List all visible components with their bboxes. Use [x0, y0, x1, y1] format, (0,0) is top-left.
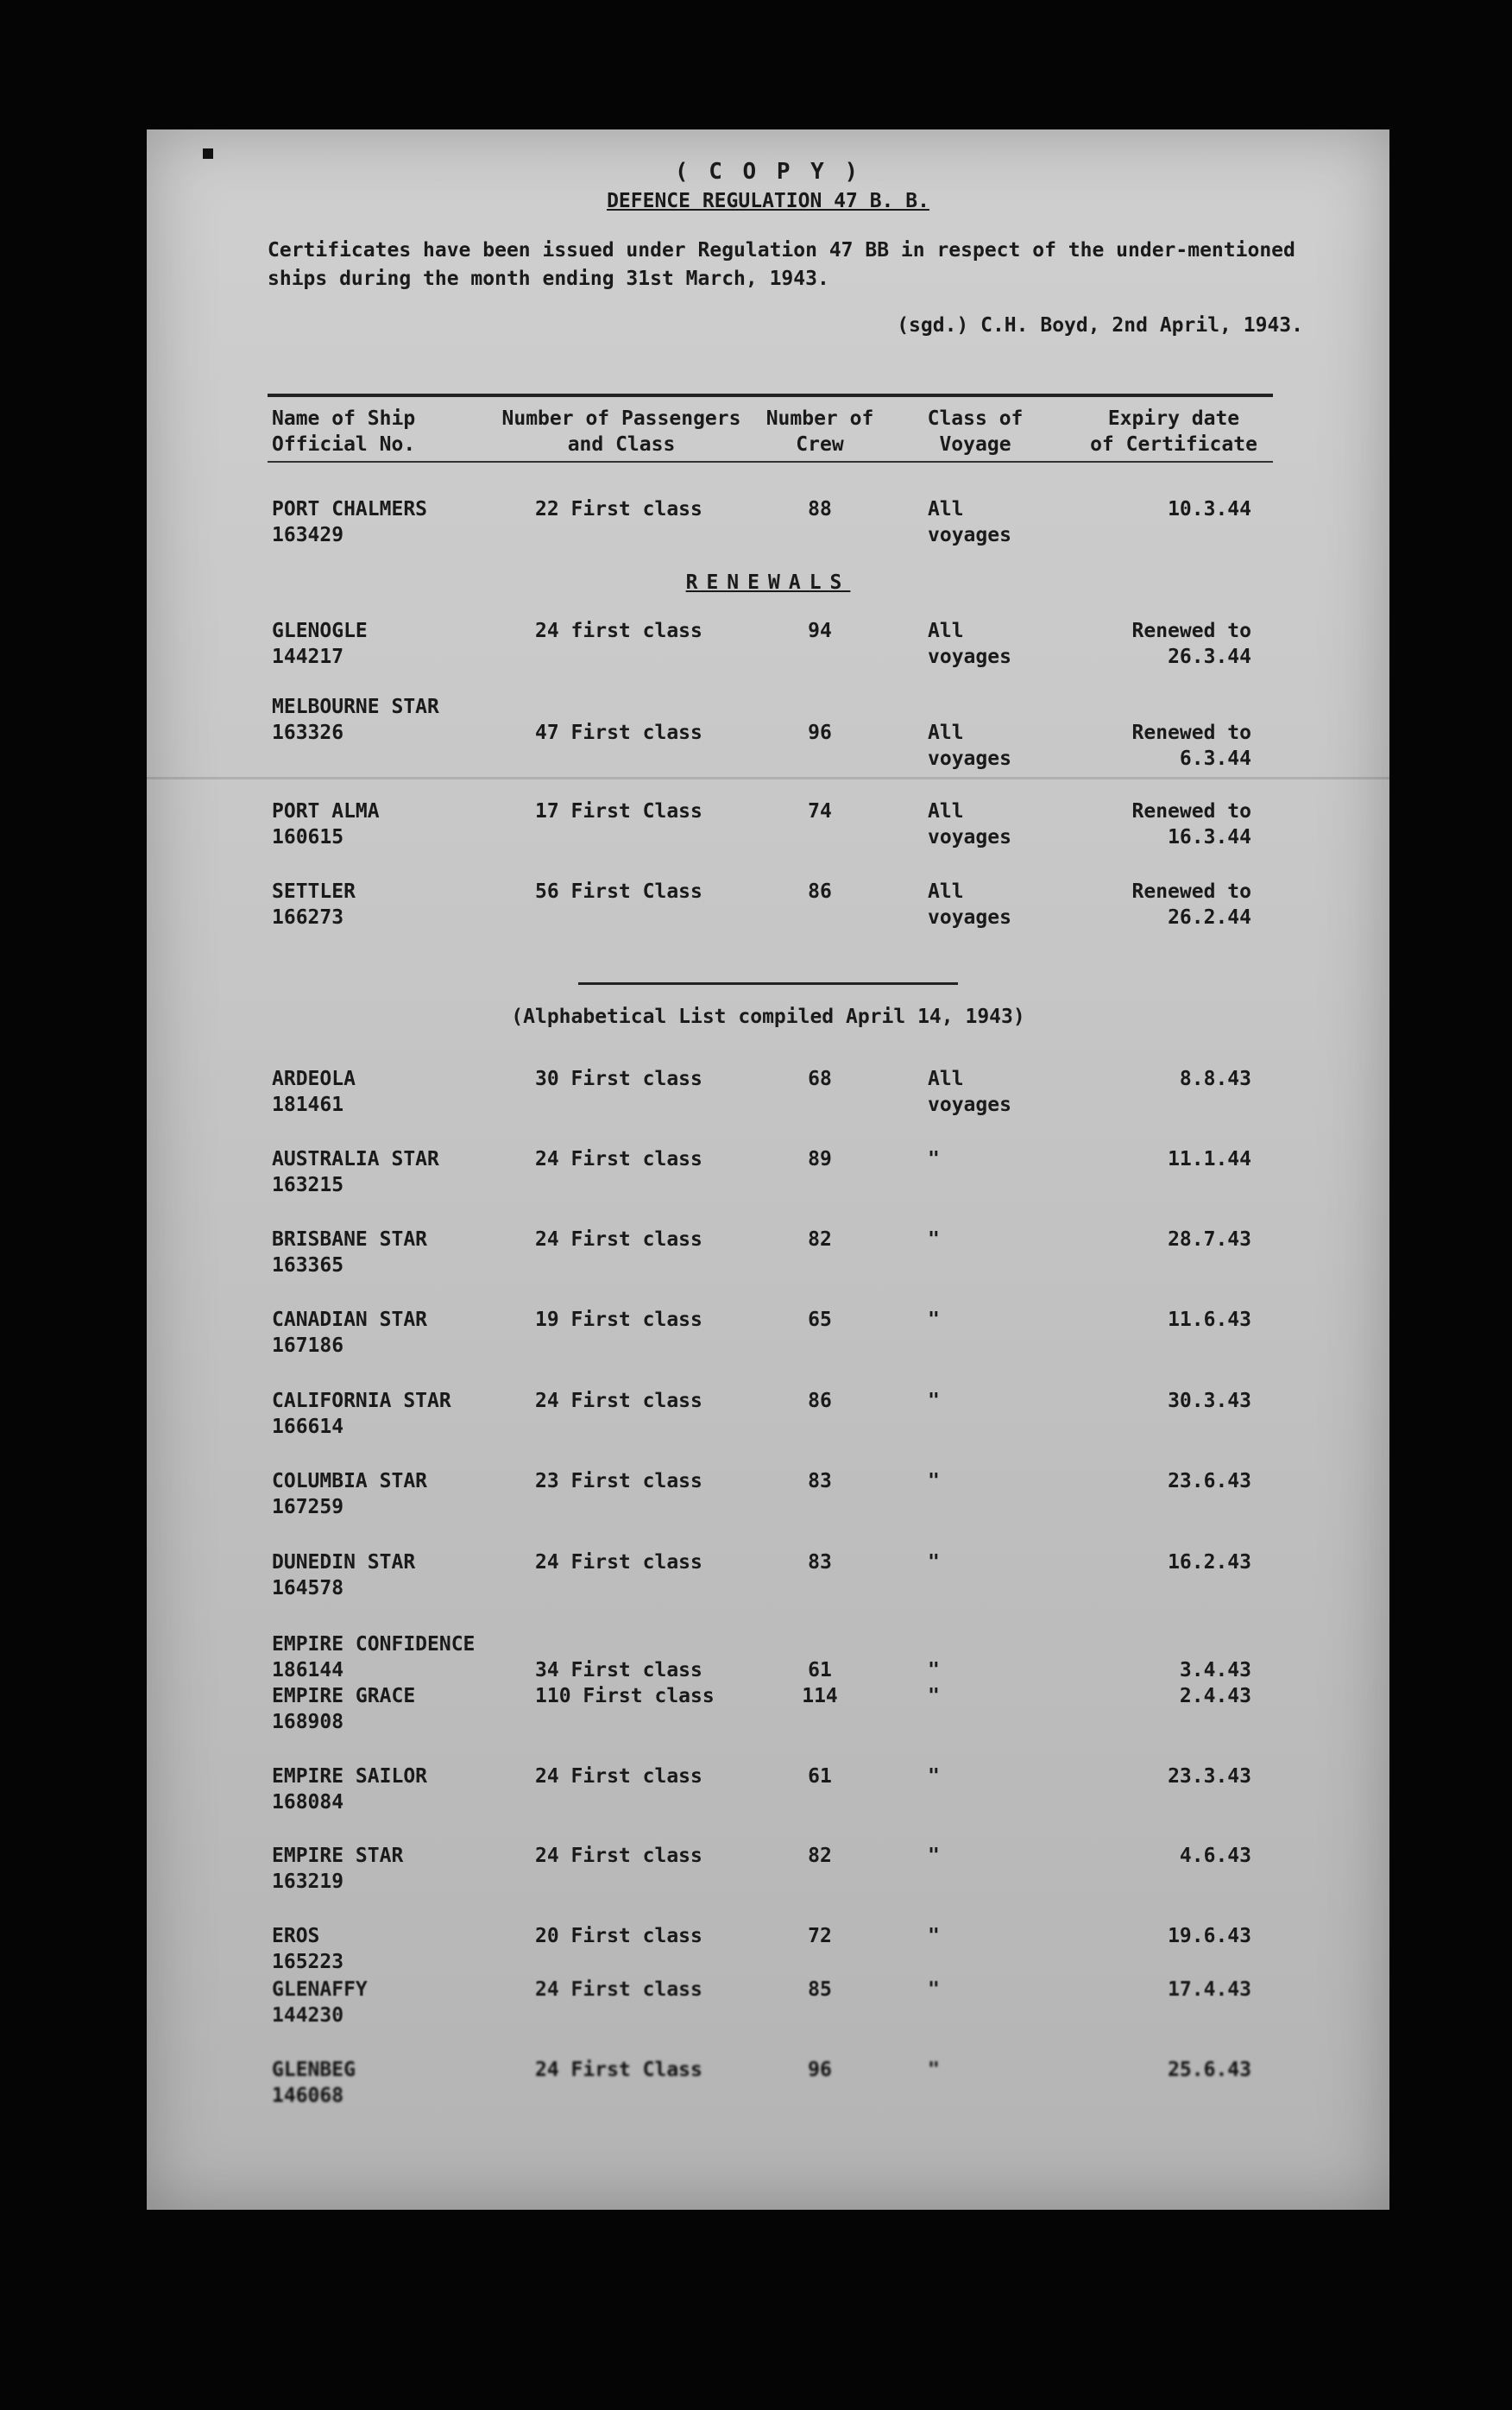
table-row [147, 1977, 1389, 2037]
passengers-cell: 24 First class [535, 1551, 702, 1574]
col-header-name: Name of Ship Official No. [272, 407, 416, 456]
passengers-cell: 110 First class [535, 1685, 715, 1707]
expiry-cell: 28.7.43 [1168, 1228, 1251, 1251]
crew-cell: 83 [808, 1470, 832, 1492]
passengers-cell: 34 First class [535, 1659, 702, 1681]
intro-paragraph: Certificates have been issued under Regulation 47 BB in respect of the under-mentioned ships during the month ending 31st March, 1943. [268, 239, 1295, 290]
voyage-cell: " [928, 1978, 940, 2001]
voyage-cell: " [928, 2059, 940, 2081]
expiry-cell: 23.6.43 [1168, 1470, 1251, 1492]
ship-name-cell: EMPIRE CONFIDENCE 186144 [272, 1633, 476, 1681]
crew-cell: 61 [808, 1765, 832, 1788]
voyage-cell: " [928, 1551, 940, 1574]
ship-name-cell: CANADIAN STAR 167186 [272, 1309, 428, 1357]
ship-name-cell: EROS 165223 [272, 1925, 344, 1973]
crew-cell: 96 [808, 2059, 832, 2081]
crew-cell: 61 [808, 1659, 832, 1681]
voyage-cell: " [928, 1659, 940, 1681]
crew-cell: 86 [808, 1390, 832, 1412]
table-row [147, 1549, 1389, 1610]
voyage-cell: All voyages [928, 1068, 1011, 1116]
expiry-cell: 17.4.43 [1168, 1978, 1251, 2001]
expiry-cell: 2.4.43 [1179, 1685, 1251, 1707]
document-page [147, 129, 1389, 2210]
signature-line: (sgd.) C.H. Boyd, 2nd April, 1943. [897, 314, 1303, 337]
crew-cell: 89 [808, 1148, 832, 1170]
section-divider [578, 982, 958, 985]
ship-name-cell: EMPIRE GRACE 168908 [272, 1685, 416, 1733]
table-row [147, 1843, 1389, 1903]
table-row [147, 1146, 1389, 1207]
passengers-cell: 19 First class [535, 1309, 702, 1331]
voyage-cell: " [928, 1228, 940, 1251]
ship-name-cell: AUSTRALIA STAR 163215 [272, 1148, 439, 1196]
expiry-cell: 8.8.43 [1179, 1068, 1251, 1090]
crew-cell: 68 [808, 1068, 832, 1090]
table-row [147, 1227, 1389, 1287]
expiry-cell: 19.6.43 [1168, 1925, 1251, 1947]
ship-name-cell: ARDEOLA 181461 [272, 1068, 356, 1116]
expiry-cell: 11.1.44 [1168, 1148, 1251, 1170]
expiry-cell: 30.3.43 [1168, 1390, 1251, 1412]
ship-name-cell: CALIFORNIA STAR 166614 [272, 1390, 451, 1438]
passengers-cell: 24 First Class [535, 2059, 702, 2081]
ship-name-cell: EMPIRE STAR 163219 [272, 1845, 404, 1893]
voyage-cell: " [928, 1765, 940, 1788]
table-row: MELBOURNE STAR 163326 47 First class 96 All voyages Renewed to 6.3.44 [272, 696, 1251, 770]
table-row [147, 1763, 1389, 1824]
alphabetical-heading: (Alphabetical List compiled April 14, 1943) [511, 1006, 1025, 1028]
col-header-voyage: Class of Voyage [927, 407, 1024, 456]
table-row [147, 1388, 1389, 1448]
passengers-cell: 23 First class [535, 1470, 702, 1492]
expiry-cell: 16.2.43 [1168, 1551, 1251, 1574]
expiry-cell: 11.6.43 [1168, 1309, 1251, 1331]
punch-mark [203, 148, 213, 159]
passengers-cell: 20 First class [535, 1925, 702, 1947]
ship-name-cell: DUNEDIN STAR 164578 [272, 1551, 416, 1599]
ship-name-cell: EMPIRE SAILOR 168084 [272, 1765, 428, 1814]
passengers-cell: 24 First class [535, 1978, 702, 2001]
table-row [147, 1468, 1389, 1529]
crew-cell: 83 [808, 1551, 832, 1574]
passengers-cell: 30 First class [535, 1068, 702, 1090]
expiry-cell: 25.6.43 [1168, 2059, 1251, 2081]
fold-crease [147, 777, 1389, 779]
table-row [147, 1683, 1389, 1744]
ship-name-cell: GLENBEG 146068 [272, 2059, 356, 2107]
expiry-cell: 3.4.43 [1179, 1659, 1251, 1681]
table-row: PORT CHALMERS 163429 22 First class 88 All voyages 10.3.44 [272, 498, 1251, 546]
passengers-cell: 24 First class [535, 1148, 702, 1170]
passengers-cell: 24 First class [535, 1390, 702, 1412]
crew-cell: 82 [808, 1228, 832, 1251]
table-row [147, 1066, 1389, 1126]
voyage-cell: " [928, 1148, 940, 1170]
voyage-cell: " [928, 1309, 940, 1331]
col-header-crew: Number of Crew [765, 407, 874, 456]
header-rule [268, 461, 1273, 463]
expiry-cell: 4.6.43 [1179, 1845, 1251, 1867]
renewals-heading: RENEWALS [685, 571, 851, 594]
col-header-expiry: Expiry date of Certificate [1090, 407, 1257, 456]
table-row: PORT ALMA 160615 17 First Class 74 All voyages Renewed to 16.3.44 [272, 800, 1251, 849]
table-row: GLENOGLE 144217 24 first class 94 All voyages Renewed to 26.3.44 [272, 620, 1251, 668]
regulation-title: DEFENCE REGULATION 47 B. B. [607, 190, 929, 212]
voyage-cell: " [928, 1845, 940, 1867]
crew-cell: 82 [808, 1845, 832, 1867]
voyage-cell: " [928, 1925, 940, 1947]
copy-title: ( C O P Y ) [674, 159, 862, 185]
ship-name-cell: BRISBANE STAR 163365 [272, 1228, 428, 1277]
col-header-passengers: Number of Passengers and Class [501, 407, 741, 456]
table-row [147, 1923, 1389, 1984]
passengers-cell: 24 First class [535, 1765, 702, 1788]
passengers-cell: 24 First class [535, 1845, 702, 1867]
table-top-rule [268, 394, 1273, 397]
voyage-cell: " [928, 1685, 940, 1707]
crew-cell: 65 [808, 1309, 832, 1331]
ship-name-cell: GLENAFFY 144230 [272, 1978, 368, 2027]
expiry-cell: 23.3.43 [1168, 1765, 1251, 1788]
passengers-cell: 24 First class [535, 1228, 702, 1251]
crew-cell: 114 [802, 1685, 838, 1707]
table-row: SETTLER 166273 56 First Class 86 All voyages Renewed to 26.2.44 [272, 880, 1251, 929]
table-row [147, 2057, 1389, 2117]
table-row [147, 1307, 1389, 1367]
voyage-cell: " [928, 1390, 940, 1412]
voyage-cell: " [928, 1470, 940, 1492]
crew-cell: 72 [808, 1925, 832, 1947]
ship-name-cell: COLUMBIA STAR 167259 [272, 1470, 428, 1518]
crew-cell: 85 [808, 1978, 832, 2001]
